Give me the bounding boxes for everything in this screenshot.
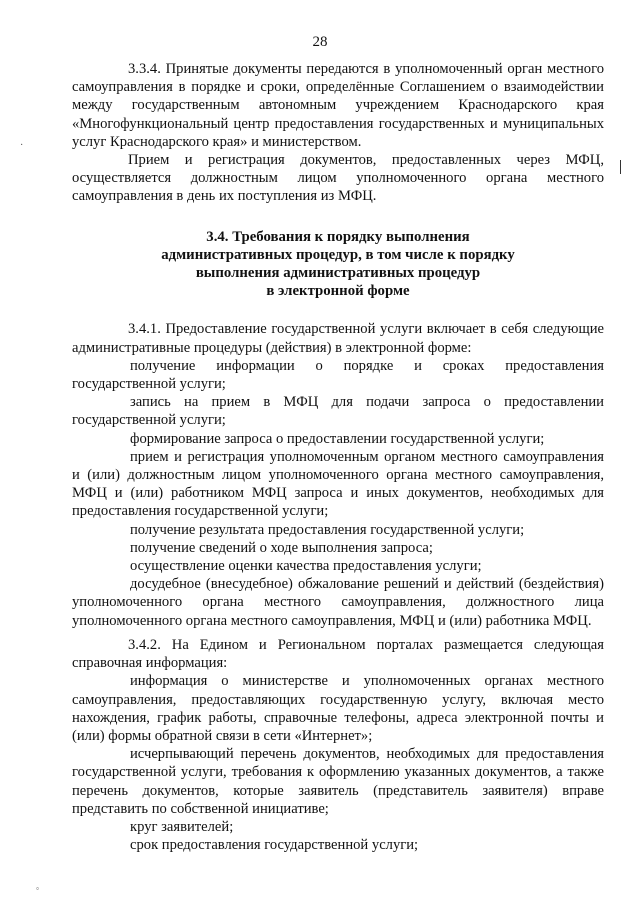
list-item: информация о министерстве и уполномоченных органах местного самоуправления, предоставляющих государственную услугу, включая место нахождения, график работы, справочные телефоны, адреса электронной почты и (или) формы обратной связи в сети «Интернет»; [72, 673, 604, 744]
paragraph-reception: Прием и регистрация документов, предоставленных через МФЦ, осуществляется должностным лицом уполномоченного органа местного самоуправления в день их поступления из МФЦ. [72, 152, 604, 205]
margin-tick [620, 160, 621, 174]
paragraph-341-intro: 3.4.1. Предоставление государственной услуги включает в себя следующие административные процедуры (действия) в электронной форме: [72, 321, 604, 356]
list-item: получение информации о порядке и сроках предоставления государственной услуги; [72, 357, 604, 393]
list-item: исчерпывающий перечень документов, необходимых для предоставления государственной услуги, требования к оформлению указанных документов, а также перечень документов, которые заявитель (представитель заявителя) вправе представить по собственной инициативе; [72, 746, 604, 817]
list-item: формирование запроса о предоставлении государственной услуги; [130, 430, 545, 447]
scan-mark: ﾟ [36, 888, 41, 899]
heading-line: выполнения административных процедур [195, 265, 481, 282]
heading-line: в электронной форме [266, 283, 410, 300]
list-item: получение сведений о ходе выполнения запроса; [130, 539, 433, 556]
heading-line: 3.4. Требования к порядку выполнения [206, 228, 470, 245]
list-item: прием и регистрация уполномоченным органом местного самоуправления и (или) должностным лицом уполномоченного органа местного самоуправления, МФЦ и (или) работником МФЦ запроса и иных документов, необходимых для предоставления государственной услуги; [72, 448, 604, 520]
list-item: осуществление оценки качества предоставления услуги; [130, 558, 482, 575]
document-body [72, 60, 604, 854]
heading-line: административных процедур, в том числе к порядку [161, 246, 515, 263]
list-item: срок предоставления государственной услуги; [130, 837, 419, 854]
scan-mark: · [20, 140, 24, 151]
list-item: запись на прием в МФЦ для подачи запроса о предоставлении государственной услуги; [72, 394, 604, 429]
page-number: 28 [312, 34, 328, 50]
paragraph-342-intro: 3.4.2. На Едином и Региональном порталах размещается следующая справочная информация: [72, 636, 604, 672]
list-item: круг заявителей; [130, 818, 234, 835]
paragraph-334: 3.3.4. Принятые документы передаются в уполномоченный орган местного самоуправления в порядке и сроки, определённые Соглашением о взаимодействии между государственным автономным учреждением Краснодарского края «Многофункциональный центр предоставления государственных и муниципальных услуг Краснодарского края» и министерством. [72, 61, 604, 150]
list-item: досудебное (внесудебное) обжалование решений и действий (бездействия) уполномоченного органа местного самоуправления, должностного лица уполномоченного органа местного самоуправления, МФЦ и (или) работника МФЦ. [72, 576, 604, 629]
section-heading-34 [72, 228, 604, 301]
list-item: получение результата предоставления государственной услуги; [130, 521, 525, 538]
